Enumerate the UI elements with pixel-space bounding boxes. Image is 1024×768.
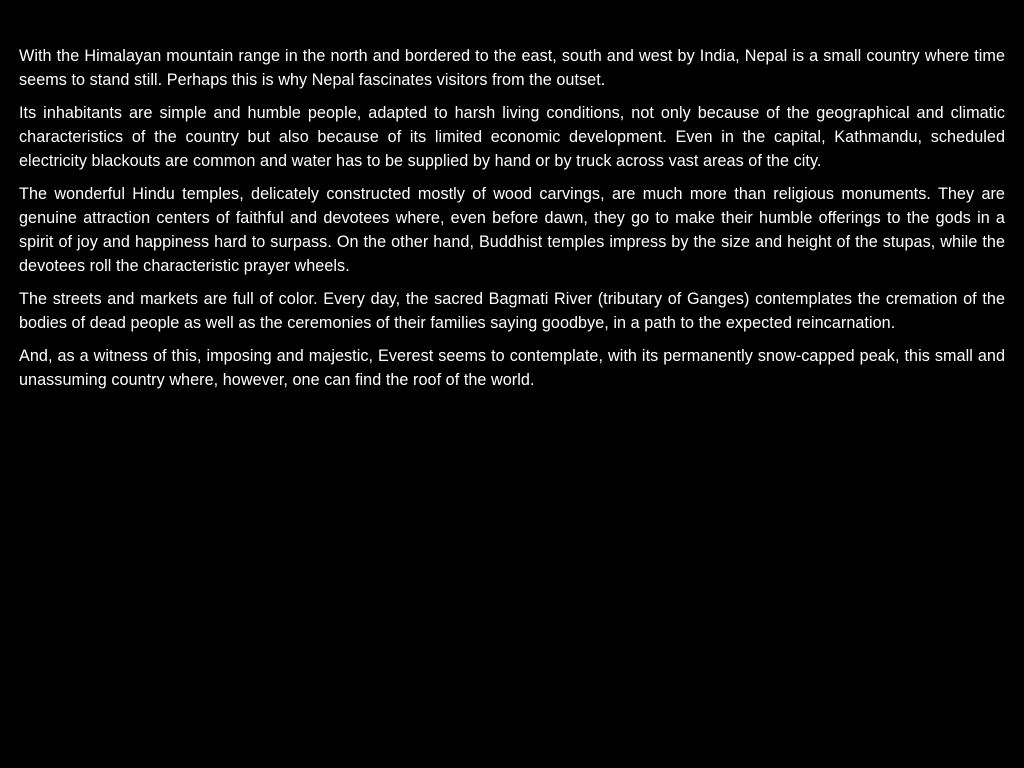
paragraph-inhabitants: Its inhabitants are simple and humble people, adapted to harsh living conditions, not only because of the geographical and climatic characteristics of the country but also because of its limited economic development. Even in the capital, Kathmandu, scheduled electricity blackouts are common and water has to be supplied by hand or by truck across vast areas of the city. xyxy=(19,104,1005,170)
paragraph-everest: And, as a witness of this, imposing and majestic, Everest seems to contemplate, with its permanently snow-capped peak, this small and unassuming country where, however, one can find the roof of the world. xyxy=(19,347,1005,389)
paragraph-himalaya-intro: With the Himalayan mountain range in the north and bordered to the east, south and west by India, Nepal is a small country where time seems to stand still. Perhaps this is why Nepal fascinates visitors from the outset. xyxy=(19,47,1005,89)
paragraph-temples: The wonderful Hindu temples, delicately constructed mostly of wood carvings, are much more than religious monuments. They are genuine attraction centers of faithful and devotees where, even before dawn, they go to make their humble offerings to the gods in a spirit of joy and happiness hard to surpass. On the other hand, Buddhist temples impress by the size and height of the stupas, while the devotees roll the characteristic prayer wheels. xyxy=(19,185,1005,275)
paragraph-streets-markets: The streets and markets are full of color. Every day, the sacred Bagmati River (tributary of Ganges) contemplates the cremation of the bodies of dead people as well as the ceremonies of their families saying goodbye, in a path to the expected reincarnation. xyxy=(19,290,1005,332)
